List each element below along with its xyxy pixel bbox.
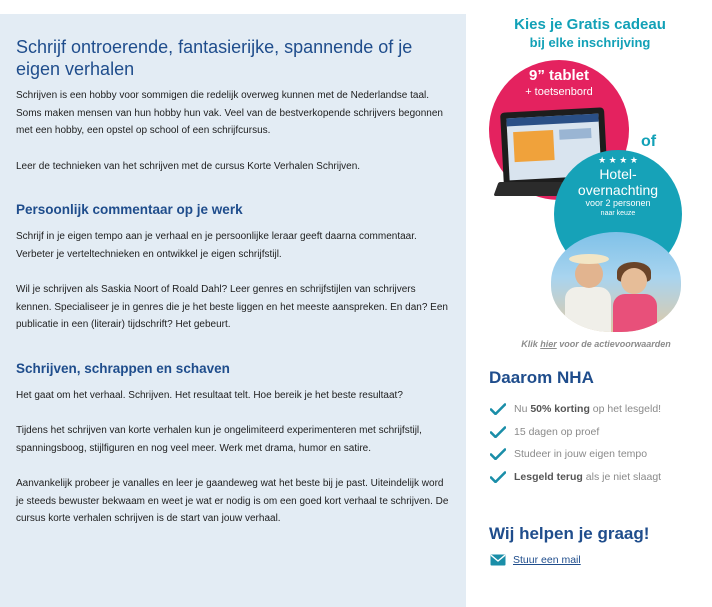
benefit-text: Lesgeld terug als je niet slaagt	[514, 470, 662, 483]
promo-banner-title[interactable]	[490, 15, 690, 52]
why-heading: Daarom NHA	[489, 368, 594, 387]
sidebar	[466, 0, 712, 607]
mail-icon	[490, 554, 506, 566]
list-item	[490, 398, 661, 421]
hotel-offer-text	[554, 155, 682, 219]
article-title: Schrijf ontroerende, fantasierijke, spannende of je eigen verhalen	[16, 37, 413, 79]
star-rating-icon: ★ ★ ★ ★	[598, 155, 638, 165]
hotel-offer-line2: overnachting	[577, 182, 659, 198]
list-item	[490, 443, 661, 466]
article-intro: Schrijven is een hobby voor sommigen die redelijk overweg kunnen met de Nederlandse taal. Soms maken mensen van hun hobby hun vak. Veel van de bestverkopende schrijvers begonnen met een hobby, een opstel op school of een schrijfcursus.	[16, 90, 443, 136]
send-mail-link[interactable]	[490, 554, 581, 566]
couple-photo	[551, 232, 681, 332]
article-paragraph: Schrijf in je eigen tempo aan je verhaal en je persoonlijke leraar geeft daarna commentaar. Verbeter je verteltechnieken en ontwikkel je eigen schrijfstijl.	[16, 231, 417, 260]
article-paragraph: Aanvankelijk probeer je vanalles en leer je gaandeweg wat het beste bij je past. Uiteindelijk word je steeds bewuster bekwaam en weet je wat er nodig is om een goed kort verhaal te schrijven. De cursus korte verhalen schrijven is de start van jouw verhaal.	[16, 478, 449, 524]
article-paragraph: Het gaat om het verhaal. Schrijven. Het resultaat telt. Hoe bereik je het beste resultaat?	[16, 389, 403, 401]
benefit-text: Nu 50% korting op het lesgeld!	[514, 403, 662, 416]
hotel-offer-line1: Hotel-	[599, 166, 637, 182]
check-icon	[490, 448, 506, 460]
check-icon	[490, 426, 506, 438]
benefit-text: 15 dagen op proef	[514, 425, 600, 438]
list-item	[490, 421, 661, 444]
promo-title-line1: Kies je Gratis cadeau	[514, 16, 666, 33]
check-icon	[490, 471, 506, 483]
check-icon	[490, 403, 506, 415]
list-item	[490, 466, 661, 489]
article-paragraph: Leer de technieken van het schrijven met de cursus Korte Verhalen Schrijven.	[16, 160, 361, 172]
benefit-text: Studeer in jouw eigen tempo	[514, 448, 648, 461]
section-heading-commentaar: Persoonlijk commentaar op je werk	[16, 202, 243, 217]
tablet-offer-sub: + toetsenbord	[525, 86, 593, 98]
terms-link[interactable]: hier	[540, 339, 557, 349]
article-panel	[0, 14, 466, 607]
tablet-offer-text	[489, 67, 629, 99]
tablet-offer-main: 9” tablet	[528, 67, 589, 84]
or-label: of	[641, 133, 657, 150]
promo-title-line2: bij elke inschrijving	[529, 35, 651, 50]
article-paragraph: Wil je schrijven als Saskia Noort of Roald Dahl? Leer genres en schrijfstijlen van schrijvers kennen. Specialiseer je in genres die je het beste liggen en het meeste aanspreken. En dan? Een publicatie in een (literair) tijdschrift? Het gebeurt.	[16, 284, 448, 330]
article-paragraph: Tijdens het schrijven van korte verhalen kun je ongelimiteerd experimenteren met schrijfstijl, spanningsboog, stijlfiguren en nog veel meer. Werk met drama, humor en satire.	[16, 425, 422, 454]
benefits-list	[490, 398, 661, 488]
hotel-offer-sub: voor 2 personen	[585, 198, 651, 208]
help-heading: Wij helpen je graag!	[489, 524, 650, 543]
send-mail-label: Stuur een mail	[513, 554, 581, 566]
hotel-offer-sub2: naar keuze	[600, 210, 636, 217]
section-heading-schrappen: Schrijven, schrappen en schaven	[16, 360, 230, 376]
promo-terms: Klik hier voor de actievoorwaarden	[521, 339, 671, 349]
